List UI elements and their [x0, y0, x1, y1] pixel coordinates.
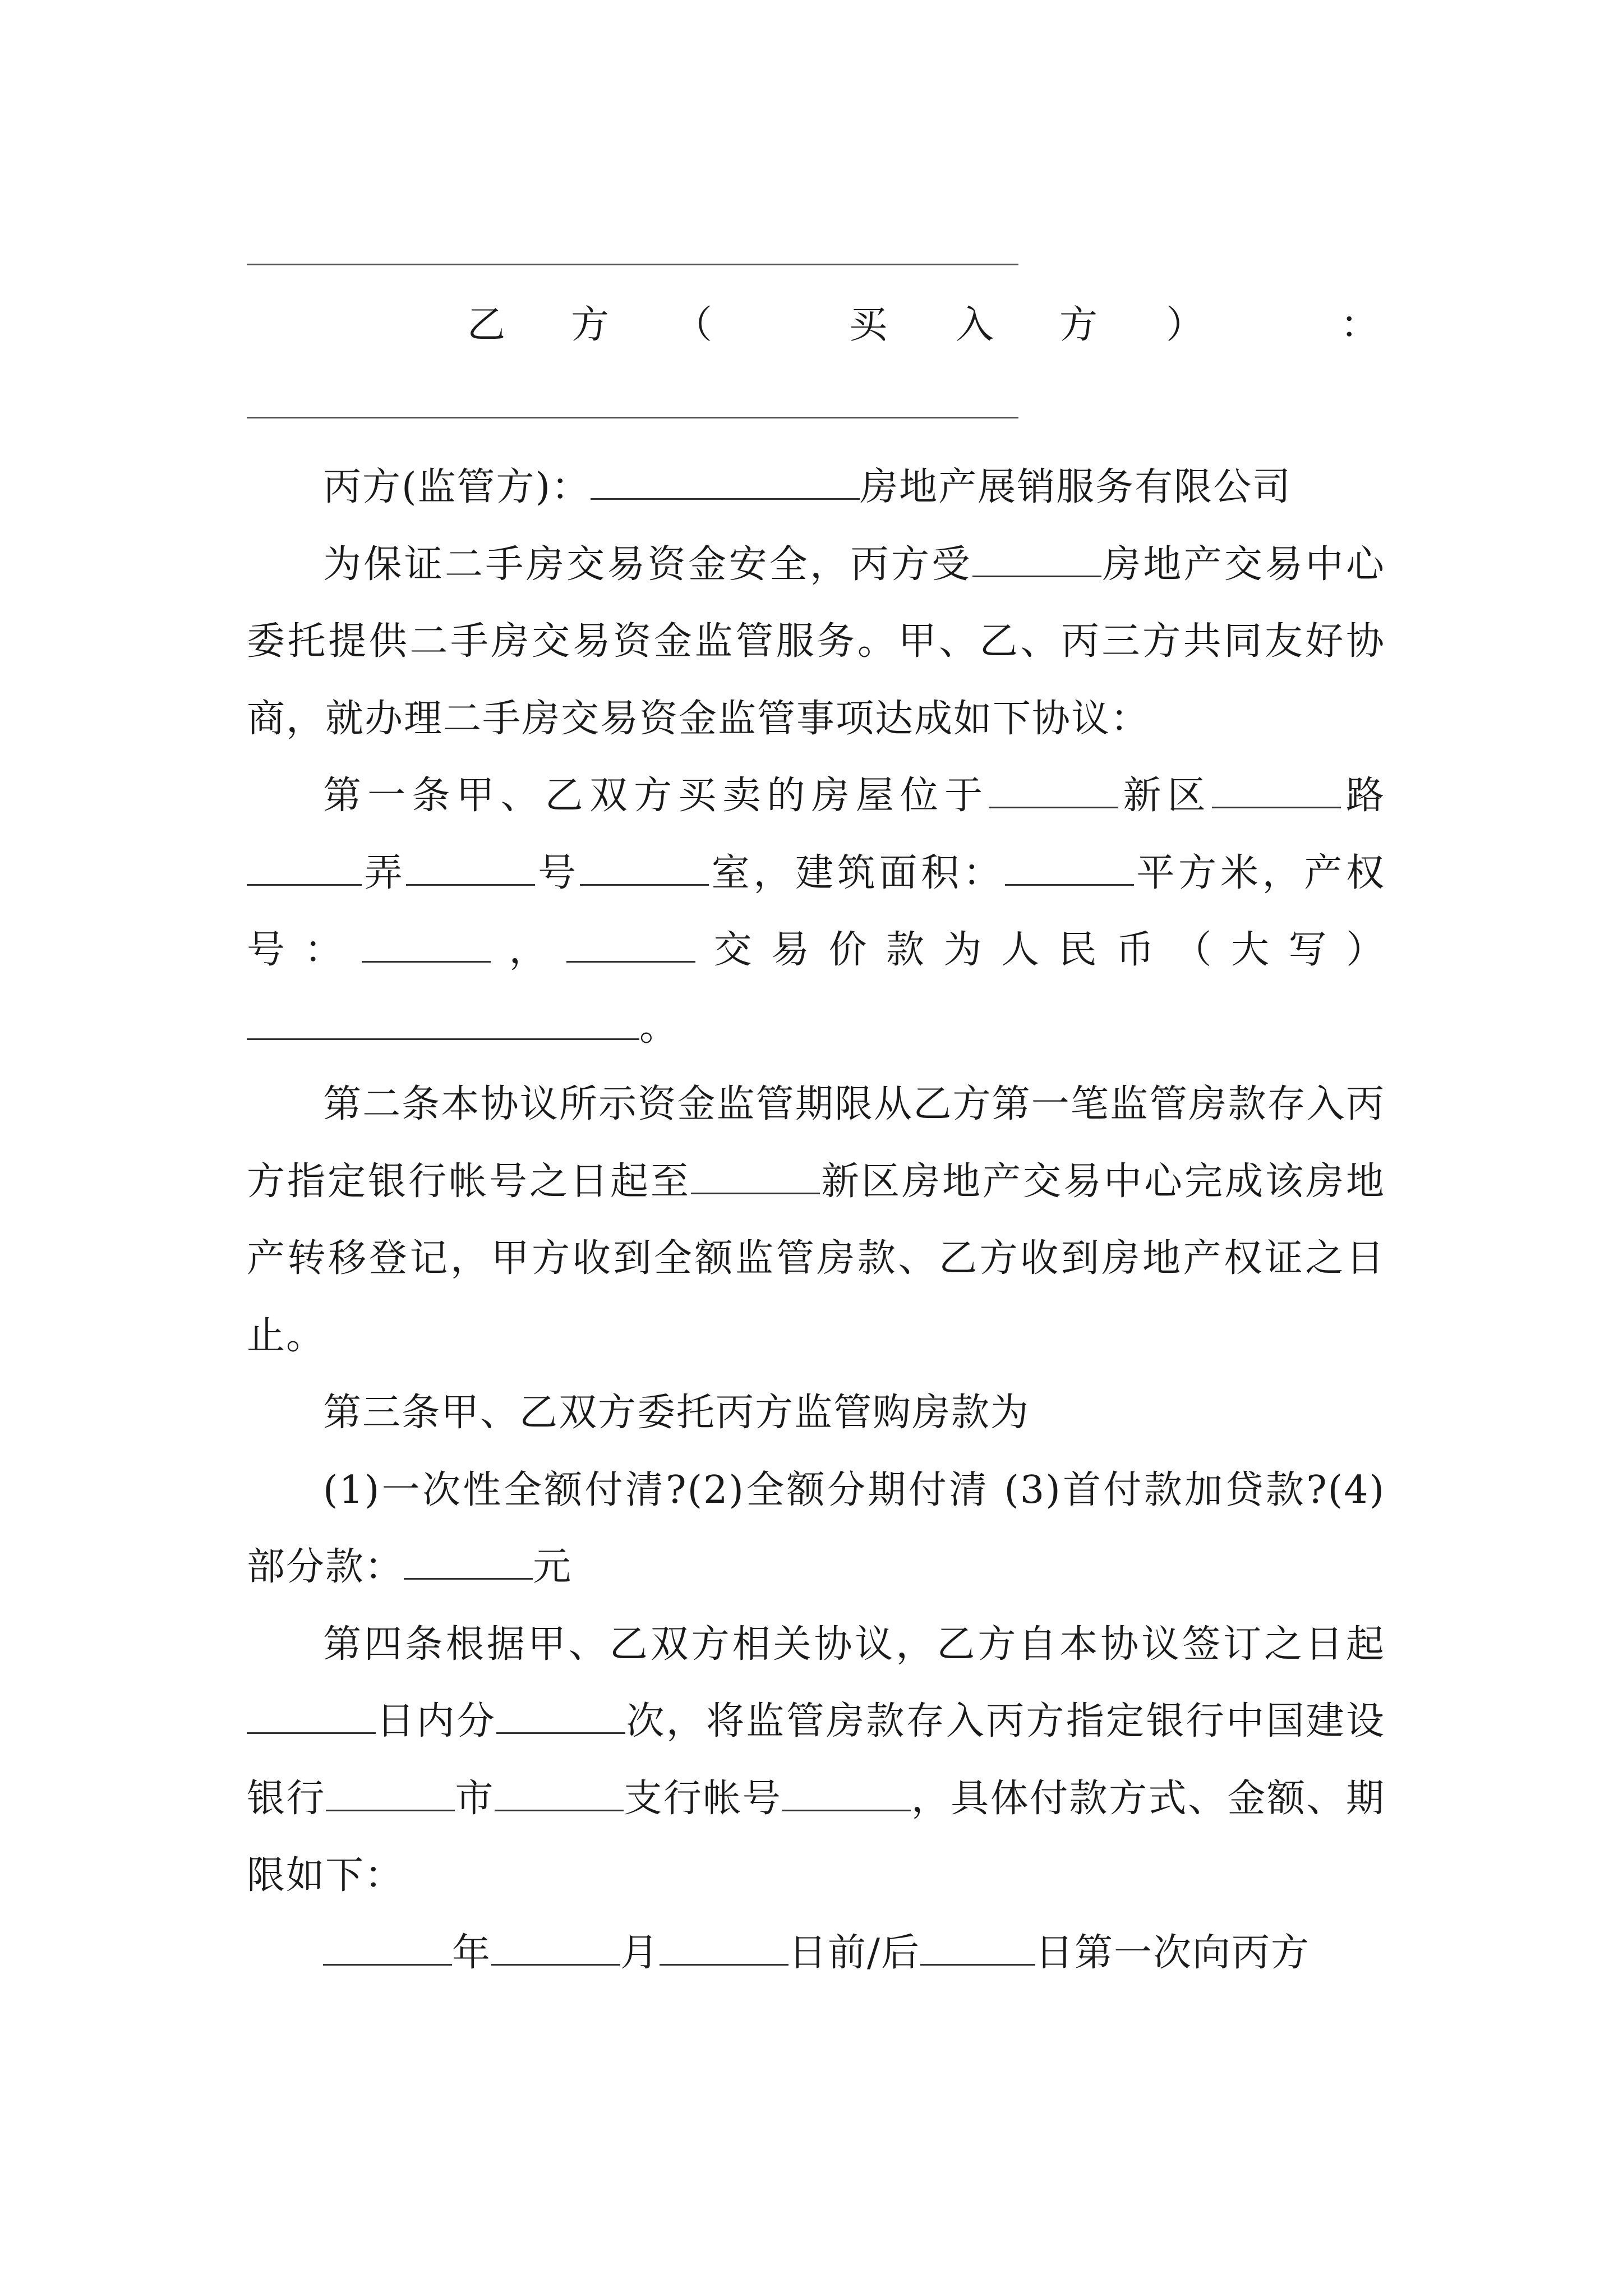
- article-1-text-3: 路: [1340, 774, 1385, 818]
- schedule-text-1: 年: [452, 1930, 492, 1975]
- party-b-char-4: 买: [849, 303, 888, 347]
- article-1-text-1: 第一条甲、乙双方买卖的房屋位于: [323, 774, 989, 818]
- district-blank: [989, 770, 1118, 808]
- article-2: [247, 1066, 1385, 1374]
- days-blank: [247, 1696, 376, 1734]
- article-2-text-1: 第二条本协议所示资金监管期限从乙方第一笔监管房款存入丙方指定银行帐号之日起至: [247, 1082, 1385, 1204]
- area-blank: [1005, 848, 1134, 886]
- number-blank: [406, 848, 535, 886]
- party-b-char-5: 入: [956, 303, 994, 347]
- room-blank: [580, 848, 709, 886]
- party-b-char-1: 乙: [467, 303, 506, 347]
- article-1: [247, 757, 1385, 1066]
- city-blank: [972, 539, 1101, 577]
- party-b-heading: [247, 292, 1385, 359]
- times-blank: [496, 1696, 625, 1734]
- schedule-text-4: 日第一次向丙方: [1035, 1930, 1310, 1975]
- article-4: [247, 1606, 1385, 1915]
- company-name-blank: [591, 462, 860, 500]
- party-b-char-2: 方: [571, 303, 610, 347]
- partial-amount-blank: [404, 1542, 533, 1580]
- party-b-char-8: ：: [1340, 303, 1379, 347]
- signature-line-bottom: [247, 417, 1018, 418]
- party-c-label: 丙方(监管方)：: [323, 465, 591, 509]
- article-4-text-1: 第四条根据甲、乙双方相关协议，乙方自本协议签订之日起: [323, 1622, 1385, 1667]
- payment-options-text-2: 元: [533, 1545, 573, 1589]
- article-1-text-5: 号: [535, 850, 580, 895]
- party-b-char-3: （: [674, 303, 713, 347]
- schedule-text-2: 月: [620, 1930, 660, 1975]
- schedule-line: [247, 1915, 1385, 1992]
- article-1-text-10: 。: [639, 1005, 679, 1050]
- intro-text-1: 为保证二手房交易资金安全，丙方受: [323, 542, 972, 587]
- party-b-char-7: ）: [1166, 303, 1205, 347]
- intro-text-2: 房地产交易中心委托提供二手房交易资金监管服务。甲、乙、丙三方共同友好协商，就办理二手房交易资金监管事项达成如下协议：: [247, 542, 1385, 741]
- day-blank: [660, 1927, 789, 1966]
- article-3: [247, 1374, 1385, 1452]
- party-c-line: [247, 449, 1385, 526]
- price-blank: [247, 1002, 639, 1040]
- article-4-text-5: 支行帐号: [623, 1776, 782, 1821]
- article-1-text-2: 新区: [1118, 774, 1212, 818]
- article-3-text-1: 第三条甲、乙双方委托丙方监管购房款为: [323, 1391, 1030, 1435]
- article-1-text-8: ，: [491, 928, 566, 972]
- party-c-company-suffix: 房地产展销服务有限公司: [860, 465, 1292, 509]
- branch-blank: [495, 1773, 624, 1811]
- article-1-text-9: 交易价款为人民币（大写）: [695, 928, 1385, 972]
- payment-options: [247, 1452, 1385, 1606]
- article-1-text-4: 弄: [362, 850, 407, 895]
- article-1-text-7: 平方米，产权号：: [247, 850, 1385, 972]
- article-4-text-4: 市: [454, 1776, 495, 1821]
- schedule-text-3: 日前/后: [789, 1930, 920, 1975]
- district-blank-2: [691, 1156, 820, 1194]
- days-after-blank: [920, 1927, 1035, 1966]
- signature-line-top: [247, 264, 1018, 265]
- road-blank: [1212, 770, 1341, 808]
- party-b-char-6: 方: [1059, 303, 1098, 347]
- payment-options-text-1: (1)一次性全额付清?(2)全额分期付清 (3)首付款加贷款?(4)部分款：: [247, 1467, 1385, 1589]
- article-4-text-3: 次，将监管房款存入丙方指定银行中国建设银行: [247, 1699, 1385, 1821]
- article-4-text-2: 日内分: [376, 1699, 497, 1743]
- intro-paragraph: [247, 526, 1385, 758]
- article-1-text-6: 室，建筑面积：: [708, 850, 1005, 895]
- property-no-blank: [362, 924, 491, 963]
- lane-blank: [247, 848, 362, 886]
- property-no-blank-2: [566, 924, 695, 963]
- account-blank: [782, 1773, 911, 1811]
- article-4-text-6: ，具体付款方式、金额、期限如下：: [247, 1776, 1385, 1898]
- bank-city-blank: [326, 1773, 455, 1811]
- month-blank: [491, 1927, 620, 1966]
- agreement-body: [247, 449, 1385, 1991]
- year-blank: [323, 1927, 452, 1966]
- article-2-text-2: 新区房地产交易中心完成该房地产转移登记，甲方收到全额监管房款、乙方收到房地产权证之日止。: [247, 1159, 1385, 1358]
